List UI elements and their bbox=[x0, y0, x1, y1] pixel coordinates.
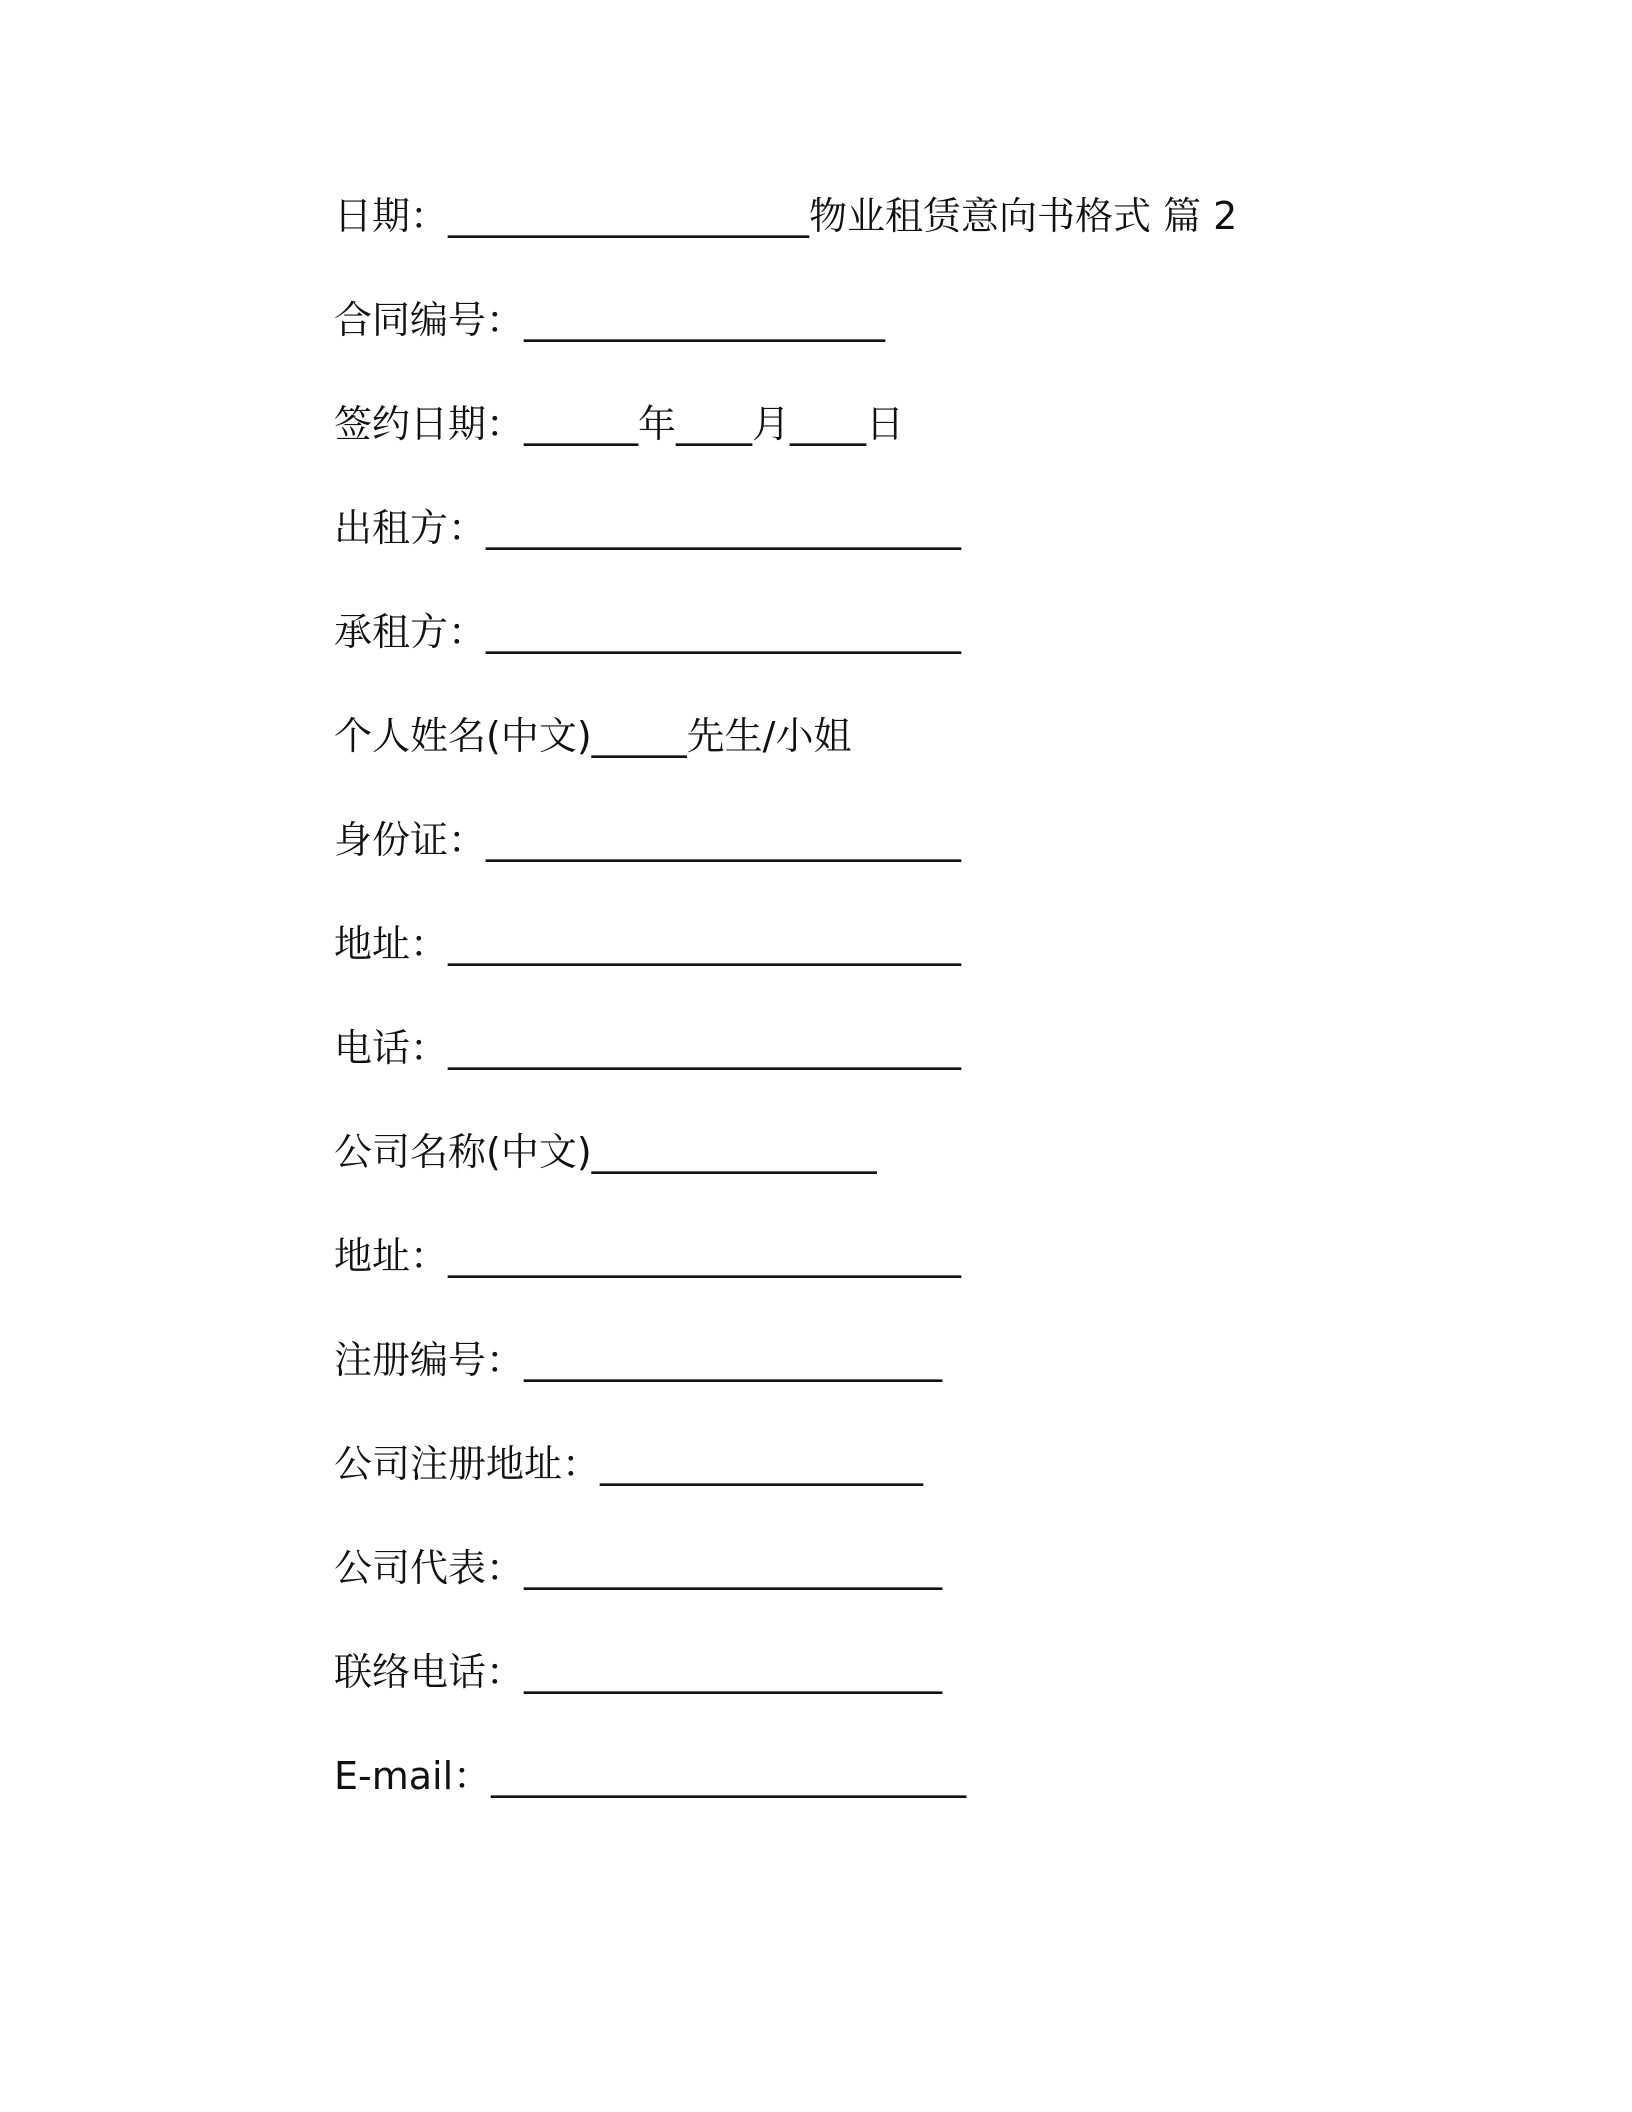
company-name-line: 公司名称(中文)_______________ bbox=[334, 1130, 877, 1174]
lessee-line: 承租方：_________________________ bbox=[334, 610, 962, 654]
address-line: 地址：___________________________ bbox=[334, 922, 962, 966]
registered-address-line: 公司注册地址：_________________ bbox=[334, 1442, 924, 1486]
company-address-line: 地址：___________________________ bbox=[334, 1234, 962, 1278]
registration-number-line: 注册编号：______________________ bbox=[334, 1338, 943, 1382]
personal-name-line: 个人姓名(中文)_____先生/小姐 bbox=[334, 714, 852, 758]
email-line: E-mail：_________________________ bbox=[334, 1754, 967, 1798]
id-card-line: 身份证：_________________________ bbox=[334, 818, 962, 862]
date-line: 日期：___________________物业租赁意向书格式 篇 2 bbox=[334, 194, 1238, 238]
contract-number-line: 合同编号：___________________ bbox=[334, 298, 886, 342]
company-representative-line: 公司代表：______________________ bbox=[334, 1546, 943, 1590]
signing-date-line: 签约日期：______年____月____日 bbox=[334, 402, 905, 446]
lease-intent-form bbox=[334, 186, 1334, 1850]
phone-line: 电话：___________________________ bbox=[334, 1026, 962, 1070]
lessor-line: 出租方：_________________________ bbox=[334, 506, 962, 550]
contact-phone-line: 联络电话：______________________ bbox=[334, 1650, 943, 1694]
